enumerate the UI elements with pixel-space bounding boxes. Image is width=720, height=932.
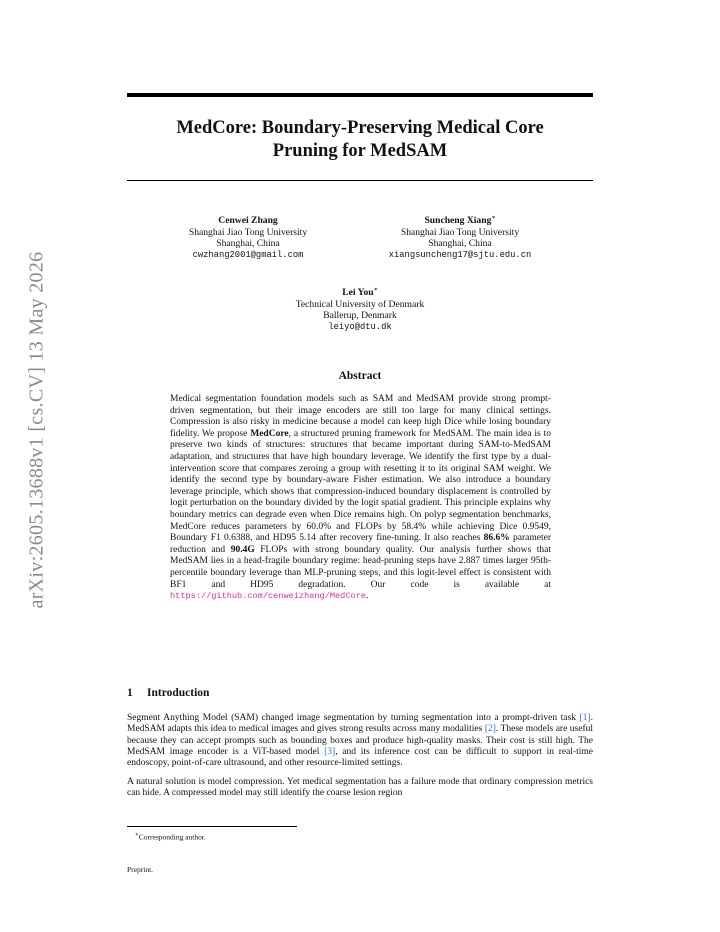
code-repository-link[interactable]: https://github.com/cenweizhang/MedCore — [170, 591, 366, 602]
intro-paragraph-2: A natural solution is model compression. Yet medical segmentation has a failure mode that ordinary compression metrics can hide. A compressed model may still identify the coarse lesion region — [127, 777, 593, 799]
arxiv-identifier-stamp: arXiv:2605.13688v1 [cs.CV] 13 May 2026 — [25, 251, 48, 609]
intro-paragraph-1: Segment Anything Model (SAM) changed image segmentation by turning segmentation into a prompt-driven task [1]. MedSAM adapts this idea to medical images and gives strong results across many modalities [2]. These models are useful because they can accept prompts such as bounding boxes and produce high-quality masks. Their cost is still high. The MedSAM image encoder is a ViT-based model [3], and its inference cost can be difficult to support in real-time endoscopy, point-of-care ultrasound, and other resource-limited settings. — [127, 713, 593, 769]
footnote: ∗Corresponding author. — [135, 832, 206, 842]
author-block-1 — [148, 213, 348, 261]
title-bottom-rule — [127, 180, 593, 181]
abstract-body: Medical segmentation foundation models such as SAM and MedSAM provide strong prompt-driven segmentation, but their image encoders are still too large for many clinical settings. Compression is also risky in medicine because a model can keep high Dice while losing boundary fidelity. We propose MedCore, a structured pruning framework for MedSAM. The main idea is to preserve two kinds of structures: structures that became important during SAM-to-MedSAM adaptation, and structures that have high boundary leverage. We identify the first type by a dual-intervention score that compares zeroing a group with resetting it to its original SAM weight. We identify the second type by boundary-aware Fisher estimation. We also introduce a boundary leverage principle, which shows that compression-induced boundary displacement is controlled by logit perturbation on the boundary divided by the logit spatial gradient. This principle explains why boundary metrics can degrade even when Dice remains high. On polyp segmentation benchmarks, MedCore reduces parameters by 60.0% and FLOPs by 58.4% while achieving Dice 0.9549, Boundary F1 0.6388, and HD95 5.14 after recovery fine-tuning. It also reaches 86.6% parameter reduction and 90.4G FLOPs with strong boundary quality. Our analysis further shows that MedSAM lies in a head-fragile boundary regime: head-pruning steps have 2.887 times larger 95th-percentile boundary leverage than MLP-pruning steps, and this logit-level effect is consistent with BF1 and HD95 degradation. Our code is available at https://github.com/cenweizhang/MedCore. — [170, 394, 551, 602]
citation-link[interactable]: [2] — [484, 724, 496, 735]
author-affiliation: Shanghai Jiao Tong University — [400, 226, 520, 238]
footnote-rule — [127, 826, 297, 827]
author-affiliation: Technical University of Denmark — [295, 298, 425, 310]
author-affiliation: Shanghai Jiao Tong University — [188, 226, 308, 238]
author-block-2 — [358, 213, 562, 261]
citation-link[interactable]: [1] — [579, 713, 591, 723]
author-location: Ballerup, Denmark — [323, 310, 397, 322]
title-top-rule — [127, 93, 593, 97]
section-heading-introduction: 1 Introduction — [127, 687, 210, 699]
author-email[interactable]: leiyo@dtu.dk — [328, 321, 392, 332]
citation-link[interactable]: [3] — [324, 746, 336, 757]
author-email[interactable]: xiangsuncheng17@sjtu.edu.cn — [388, 249, 532, 260]
preprint-label: Preprint. — [127, 865, 154, 874]
title-line-1: MedCore: Boundary-Preserving Medical Core — [176, 118, 544, 138]
author-name: Cenwei Zhang — [218, 215, 278, 227]
author-name: Lei You∗ — [342, 287, 378, 299]
author-location: Shanghai, China — [428, 238, 492, 250]
author-block-3 — [260, 285, 460, 333]
abstract-heading: Abstract — [338, 370, 382, 382]
author-location: Shanghai, China — [216, 238, 280, 250]
paper-title — [127, 117, 593, 163]
author-email[interactable]: cwzhang2001@gmail.com — [192, 249, 304, 260]
author-name: Suncheng Xiang∗ — [424, 215, 496, 227]
title-line-2: Pruning for MedSAM — [272, 141, 448, 161]
